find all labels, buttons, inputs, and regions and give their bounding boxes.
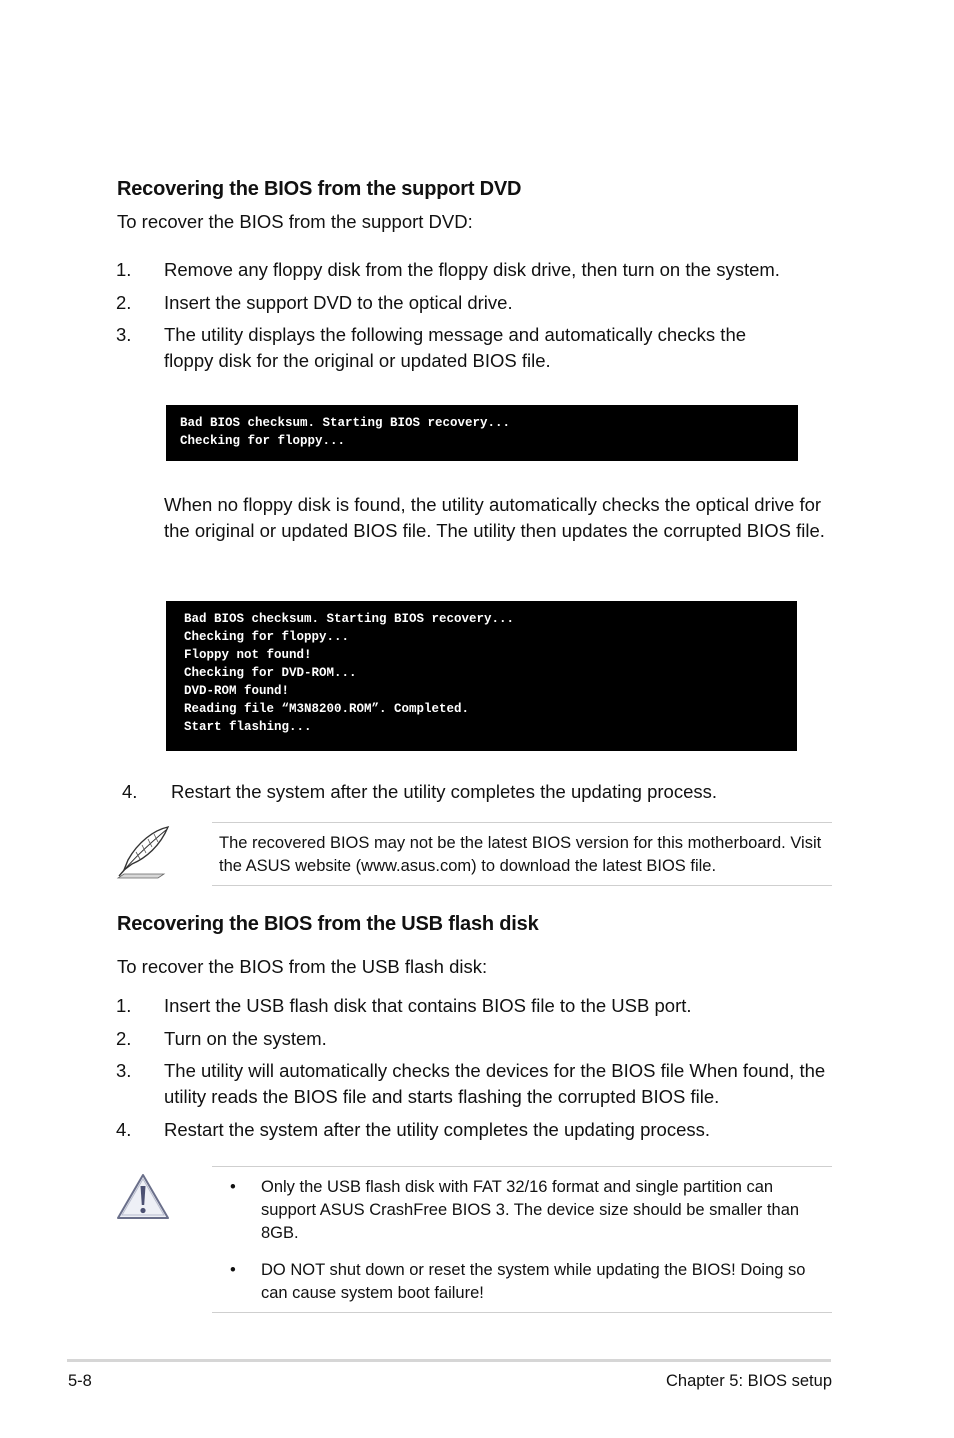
step-text: Restart the system after the utility completes the updating process.: [164, 1119, 711, 1140]
chapter-title: Chapter 5: BIOS setup: [665, 1372, 832, 1390]
feather-pen-icon: [114, 824, 174, 882]
footer-rule: [67, 1359, 831, 1362]
terminal-output-2: [166, 601, 797, 751]
step-number: 1.: [116, 259, 132, 280]
step-text: The utility displays the following message and automatically checks the floppy disk for the original or updated BIOS file.: [164, 324, 747, 371]
step-number: 4.: [122, 781, 138, 802]
warning-box: [212, 1166, 832, 1313]
warning-text: Only the USB flash disk with FAT 32/16 format and single partition can support ASUS CrashFree BIOS 3. The device size should be smaller than 8GB.: [261, 1178, 800, 1242]
intro-dvd: To recover the BIOS from the support DVD:: [117, 211, 473, 232]
terminal-line: Floppy not found!: [184, 648, 312, 662]
warning-text: DO NOT shut down or reset the system while updating the BIOS! Doing so can cause system boot failure!: [261, 1261, 806, 1302]
step-number: 2.: [116, 292, 132, 313]
step-number: 2.: [116, 1028, 132, 1049]
step-text: The utility will automatically checks the devices for the BIOS file When found, the utility reads the BIOS file and starts flashing the corrupted BIOS file.: [164, 1060, 826, 1107]
terminal-line: Bad BIOS checksum. Starting BIOS recovery...: [180, 416, 511, 430]
warning-triangle-icon: [115, 1172, 171, 1222]
bullet: •: [230, 1178, 236, 1196]
terminal-output-1: [166, 405, 798, 461]
section-heading-dvd: Recovering the BIOS from the support DVD: [117, 178, 522, 200]
warning-item: [220, 1176, 824, 1245]
warning-item: [220, 1259, 824, 1305]
step-text: Insert the support DVD to the optical drive.: [164, 292, 513, 313]
note-box: [212, 822, 832, 886]
step-number: 3.: [116, 1060, 132, 1081]
intro-usb: To recover the BIOS from the USB flash disk:: [117, 956, 488, 977]
step-number: 1.: [116, 995, 132, 1016]
terminal-line: Bad BIOS checksum. Starting BIOS recovery...: [184, 612, 515, 626]
terminal-line: Reading file “M3N8200.ROM”. Completed.: [184, 702, 470, 716]
terminal-line: Start flashing...: [184, 720, 312, 734]
step-number: 4.: [116, 1119, 132, 1140]
note-text: The recovered BIOS may not be the latest BIOS version for this motherboard. Visit the ASUS website (www.asus.com) to download the latest BIOS file.: [219, 834, 822, 875]
terminal-line: Checking for DVD-ROM...: [184, 666, 357, 680]
terminal-line: Checking for floppy...: [184, 630, 350, 644]
terminal-line: DVD-ROM found!: [184, 684, 290, 698]
bullet: •: [230, 1261, 236, 1279]
terminal-line: Checking for floppy...: [180, 434, 346, 448]
step-text: Insert the USB flash disk that contains BIOS file to the USB port.: [164, 995, 692, 1016]
step-number: 3.: [116, 324, 132, 345]
section-heading-usb: Recovering the BIOS from the USB flash disk: [117, 913, 539, 935]
step-text: Remove any floppy disk from the floppy disk drive, then turn on the system.: [164, 259, 780, 280]
step-text: Restart the system after the utility completes the updating process.: [171, 781, 718, 802]
paragraph-no-floppy: When no floppy disk is found, the utility automatically checks the optical drive for the original or updated BIOS file. The utility then updates the corrupted BIOS file.: [164, 494, 825, 541]
page-number: 5-8: [68, 1372, 92, 1390]
step-text: Turn on the system.: [164, 1028, 327, 1049]
